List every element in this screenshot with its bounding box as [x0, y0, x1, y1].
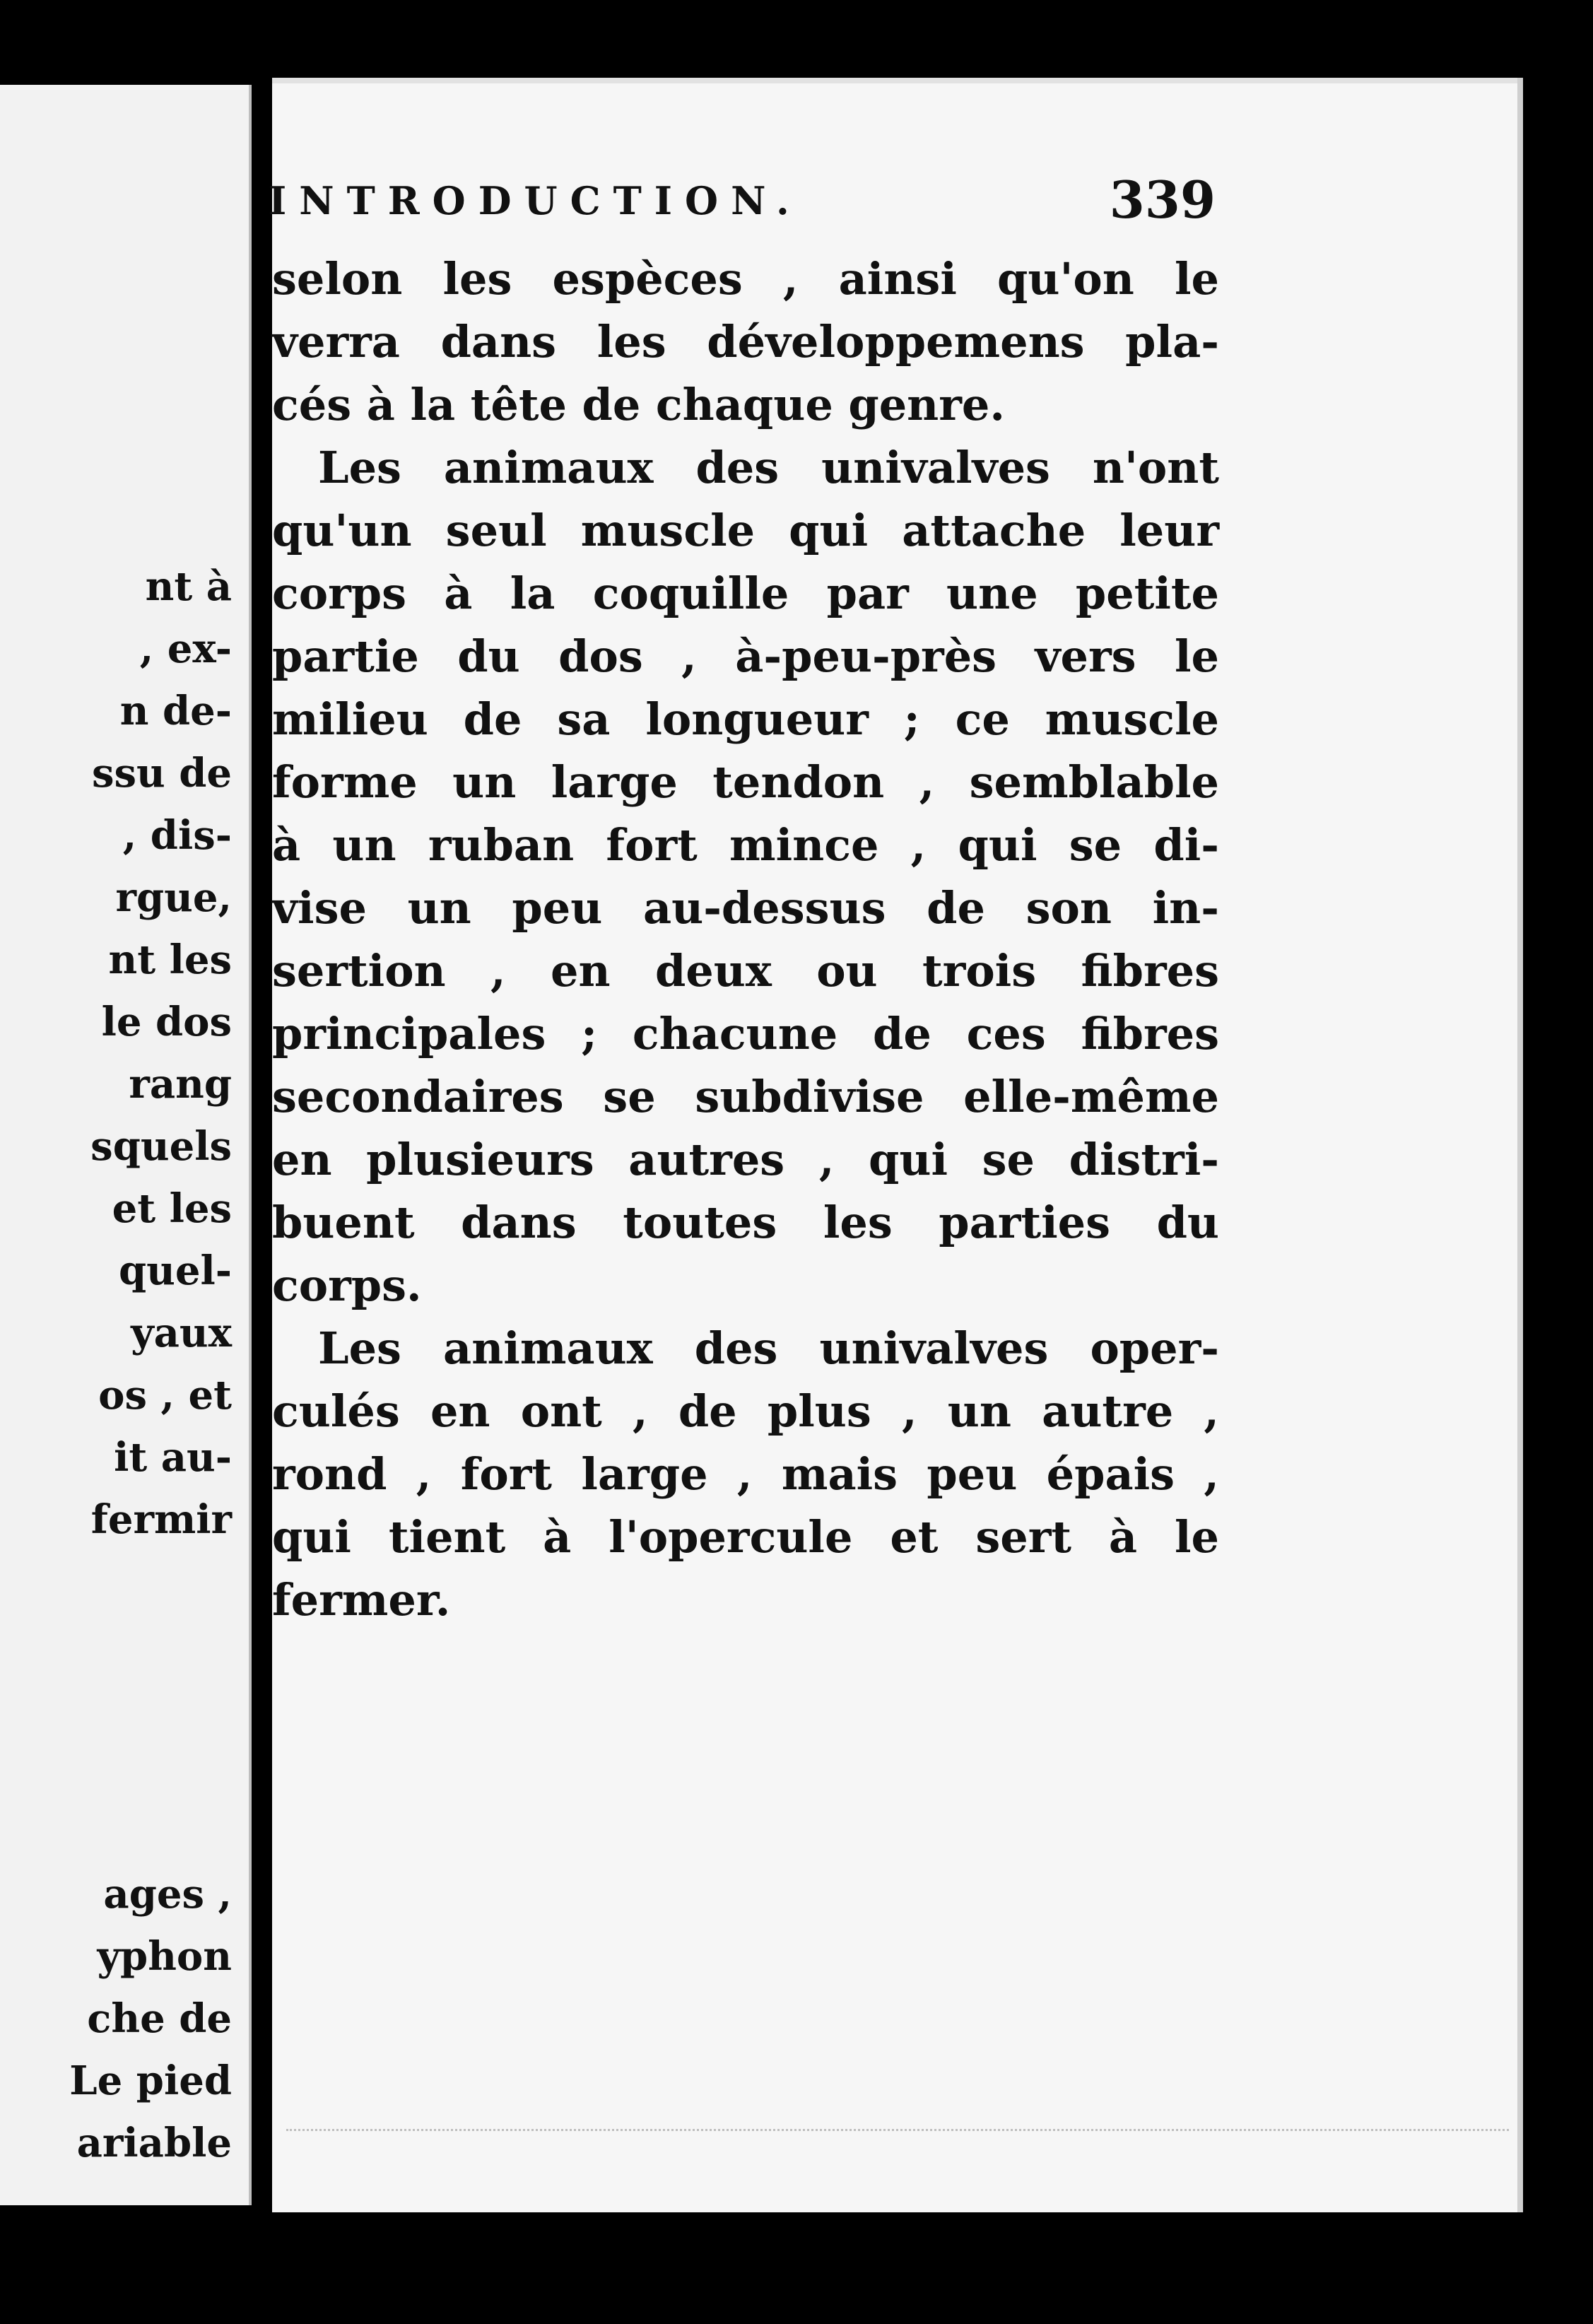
left-page-line: os , et [98, 1372, 232, 1419]
left-page-line: rgue, [115, 874, 232, 921]
text-line: en plusieurs autres , qui se distri- [272, 1134, 1219, 1185]
page-header [269, 170, 1216, 247]
text-line: verra dans les développemens pla- [272, 316, 1219, 368]
text-line: buent dans toutes les parties du [272, 1197, 1219, 1248]
left-page-line: Le pied [69, 2058, 232, 2104]
page-number: 339 [1109, 170, 1216, 230]
left-page-line: le dos [101, 999, 232, 1045]
left-page-line: fermir [90, 1496, 232, 1543]
left-page-line: , dis- [122, 812, 232, 859]
left-page-text-top [69, 556, 232, 1551]
text-line: milieu de sa longueur ; ce muscle [272, 693, 1219, 745]
text-line: Les animaux des univalves n'ont [318, 442, 1219, 493]
text-line: partie du dos , à-peu-près vers le [272, 630, 1219, 682]
text-line: Les animaux des univalves oper- [318, 1322, 1219, 1374]
left-page-line: ssu de [91, 750, 232, 797]
left-page-line: rang [129, 1061, 232, 1108]
left-page-line: ages , [103, 1871, 232, 1918]
running-head: INTRODUCTION. [269, 178, 802, 223]
left-page-line: , ex- [139, 626, 232, 672]
text-line: rond , fort large , mais peu épais , [272, 1448, 1219, 1500]
text-line: principales ; chacune de ces fibres [272, 1008, 1219, 1060]
page-edge-strip [286, 2129, 1509, 2145]
left-page-line: nt à [145, 563, 232, 610]
left-page-text [69, 431, 232, 2205]
text-line: secondaires se subdivise elle-même [272, 1071, 1219, 1122]
text-line: corps. [272, 1260, 422, 1311]
left-page-gap [69, 1675, 232, 1739]
left-page-line: nt les [108, 937, 232, 983]
text-line: corps à la coquille par une petite [272, 568, 1219, 619]
left-page-line: squels [90, 1123, 232, 1170]
text-line: forme un large tendon , semblable [272, 756, 1219, 808]
left-page-line: ariable [76, 2120, 232, 2166]
left-page-line: yaux [131, 1310, 232, 1356]
left-page-text-bottom [69, 1863, 232, 2174]
left-page-line: n de- [119, 688, 232, 734]
left-page-line: quel- [118, 1248, 232, 1294]
text-line: qui tient à l'opercule et sert à le [272, 1511, 1219, 1563]
text-line: cés à la tête de chaque genre. [272, 379, 1005, 430]
left-page-line: it au- [114, 1434, 232, 1481]
text-line: vise un peu au-dessus de son in- [272, 882, 1219, 934]
text-line: à un ruban fort mince , qui se di- [272, 819, 1219, 871]
left-page-line: yphon [97, 1933, 232, 1980]
text-line: selon les espèces , ainsi qu'on le [272, 253, 1219, 305]
text-line: culés en ont , de plus , un autre , [272, 1385, 1219, 1437]
text-line: fermer. [272, 1574, 451, 1626]
left-page-line: et les [112, 1185, 232, 1232]
text-line: sertion , en deux ou trois fibres [272, 945, 1219, 997]
body-text [272, 247, 1219, 1631]
left-page-line: che de [87, 1995, 232, 2042]
left-facing-page [0, 85, 252, 2205]
text-line: qu'un seul muscle qui attache leur [272, 505, 1219, 556]
